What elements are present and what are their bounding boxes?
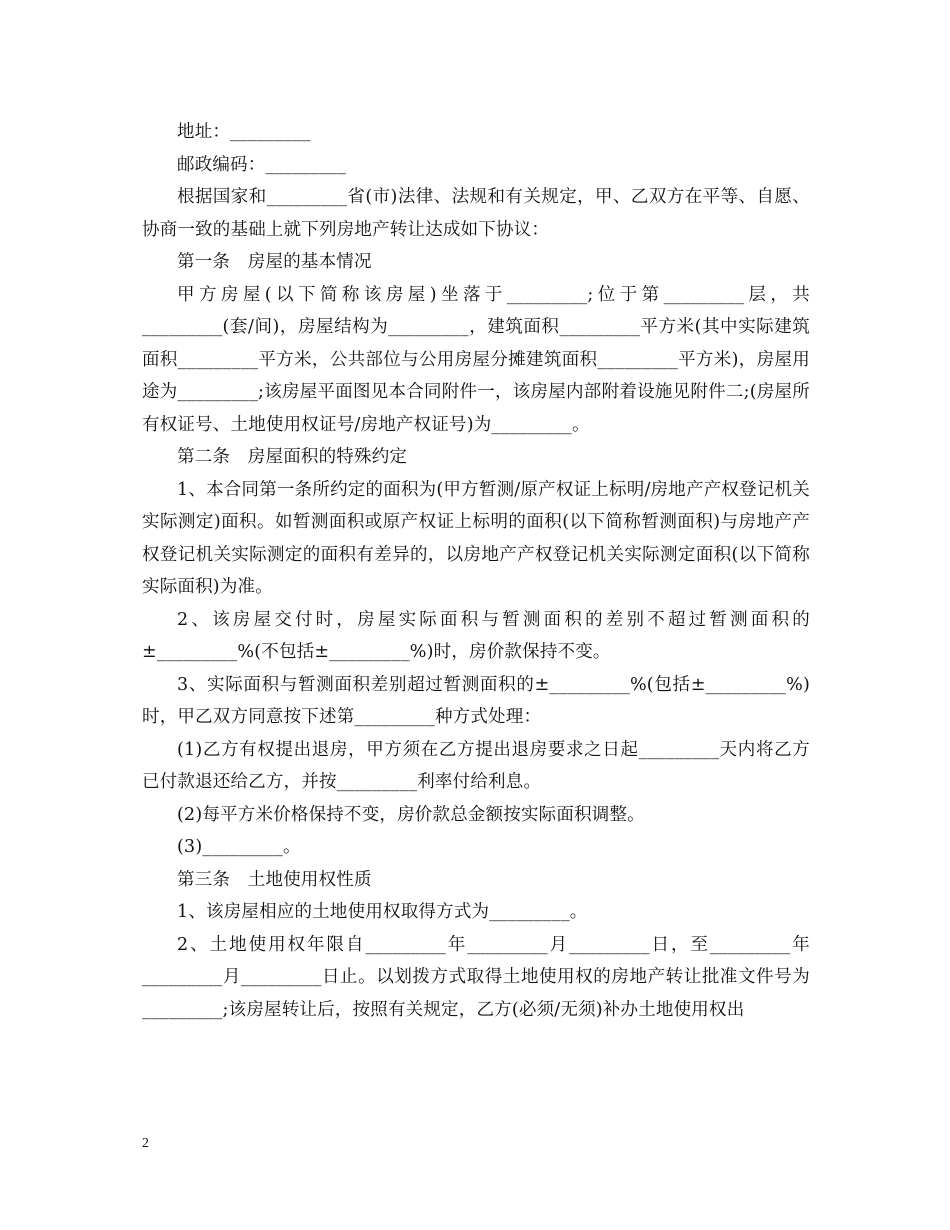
article-1-body: 甲方房屋(以下简称该房屋)坐落于_________;位于第_________层，共_________(套/间)，房屋结构为_________，建筑面积_________平方米(其中实际建筑面积_________平方米，公共部位与公用房屋分摊建筑面积_________平方米)，房屋用途为_________;该房屋平面图见本合同附件一，该房屋内部附着设施见附件二;(房屋所有权证号、土地使用权证号/房地产权证号)为_________。 (142, 284, 810, 435)
article-3-clause-1: 1、该房屋相应的土地使用权取得方式为_________。 (177, 902, 588, 922)
preamble-paragraph: 根据国家和_________省(市)法律、法规和有关规定，甲、乙双方在平等、自愿、协商一致的基础上就下列房地产转让达成如下协议： (142, 187, 810, 240)
document-body (142, 116, 810, 1026)
article-2-clause-1: 1、本合同第一条所约定的面积为(甲方暂测/原产权证上标明/房地产产权登记机关实际测定)面积。如暂测面积或原产权证上标明的面积(以下简称暂测面积)与房地产产权登记机关实际测定的面积有差异的，以房地产产权登记机关实际测定面积(以下简称实际面积)为准。 (142, 479, 810, 597)
article-1-heading: 第一条 房屋的基本情况 (177, 252, 372, 272)
article-2-heading: 第二条 房屋面积的特殊约定 (177, 447, 408, 467)
postal-code-line: 邮政编码：_________ (177, 154, 347, 175)
article-2-option-1: (1)乙方有权提出退房，甲方须在乙方提出退房要求之日起_________天内将乙方已付款退还给乙方，并按_________利率付给利息。 (142, 739, 810, 792)
article-3-heading: 第三条 土地使用权性质 (177, 869, 372, 890)
article-2-option-3: (3)_________。 (177, 837, 301, 857)
article-2-option-2: (2)每平方米价格保持不变，房价款总金额按实际面积调整。 (177, 804, 645, 825)
article-2-clause-3: 3、实际面积与暂测面积差别超过暂测面积的±_________%(包括±_________%)时，甲乙双方同意按下述第_________种方式处理： (142, 674, 810, 727)
address-line: 地址：_________ (177, 122, 311, 142)
article-2-clause-2: 2、该房屋交付时，房屋实际面积与暂测面积的差别不超过暂测面积的±_________%(不包括±_________%)时，房价款保持不变。 (142, 609, 810, 662)
page-number: 2 (142, 1136, 149, 1151)
article-3-clause-2: 2、土地使用权年限自_________年_________月_________日，至_________年_________月_________日止。以划拨方式取得土地使用权的房地产转让批准文件号为_________;该房屋转让后，按照有关规定，乙方(必须/无须)补办土地使用权出 (142, 934, 810, 1020)
